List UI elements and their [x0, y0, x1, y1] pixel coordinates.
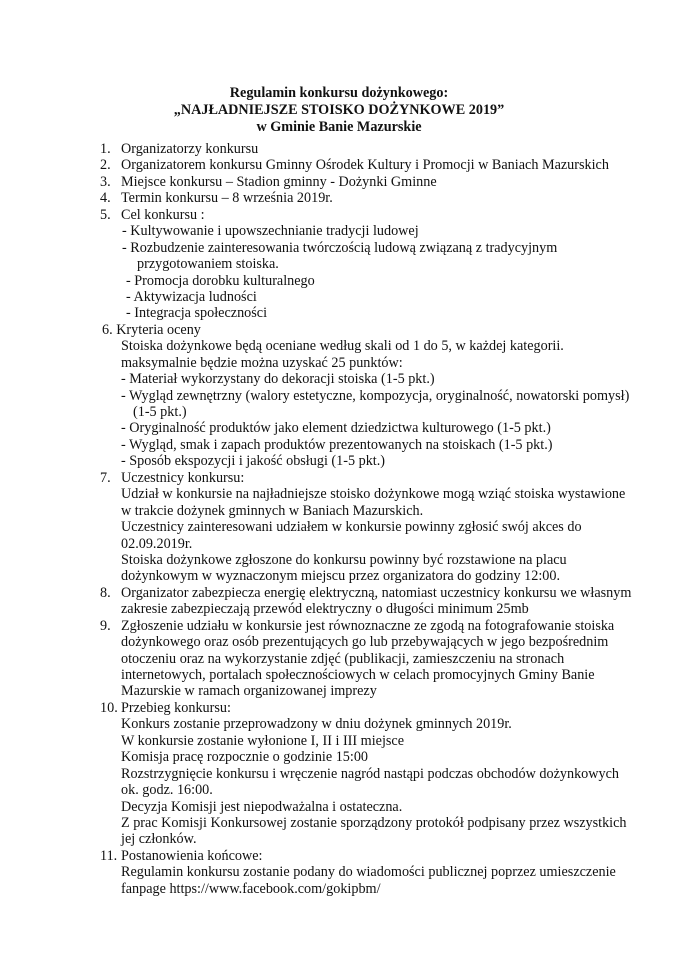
paragraph-line: [0, 799, 678, 815]
paragraph-line: [0, 503, 678, 519]
paragraph-line: [0, 568, 678, 584]
section-number: 2.: [100, 157, 111, 174]
criteria-item: [0, 420, 678, 436]
section-number: 11.: [100, 847, 118, 864]
line-text: W konkursie zostanie wyłonione I, II i III miejsce: [121, 732, 405, 749]
line-text: - Materiał wykorzystany do dekoracji stoiska (1-5 pkt.): [121, 371, 435, 388]
line-text: zakresie zabezpieczają przewód elektryczny o długości minimum 25mb: [121, 601, 529, 618]
line-text: Mazurskie w ramach organizowanej imprezy: [121, 683, 377, 700]
section-7: [0, 470, 678, 486]
section-text: Przebieg konkursu:: [121, 699, 231, 716]
section-3: [0, 174, 678, 190]
paragraph-line: [0, 766, 678, 782]
section-number: 7.: [100, 469, 111, 486]
document-title: [0, 85, 678, 136]
paragraph-line: [0, 864, 678, 880]
criteria-item: [0, 388, 678, 404]
bullet-continuation: przygotowaniem stoiska.: [137, 256, 279, 273]
section-number: 4.: [100, 190, 111, 207]
section-11: [0, 848, 678, 864]
paragraph-line: [0, 552, 678, 568]
paragraph-line: [0, 355, 678, 371]
list-item: [0, 289, 678, 305]
line-text: - Sposób ekspozycji i jakość obsługi (1-5 pkt.): [121, 453, 386, 470]
paragraph-line: [0, 601, 678, 617]
line-text: dożynkowym w wyznaczonym miejscu przez organizatora do godziny 12:00.: [121, 568, 561, 585]
section-text: Termin konkursu – 8 września 2019r.: [121, 190, 333, 207]
paragraph-line: [0, 486, 678, 502]
paragraph-line: [0, 716, 678, 732]
line-text: maksymalnie będzie można uzyskać 25 punktów:: [121, 354, 403, 371]
section-6: [0, 322, 678, 338]
line-text: ok. godz. 16:00.: [121, 782, 213, 799]
paragraph-line: [0, 733, 678, 749]
paragraph-line: [0, 881, 678, 897]
section-text: Zgłoszenie udziału w konkursie jest równoznaczne ze zgodą na fotografowanie stoiska: [121, 617, 615, 634]
list-item: [0, 223, 678, 239]
paragraph-line: [0, 519, 678, 535]
paragraph-line: [0, 749, 678, 765]
paragraph-line: [0, 667, 678, 683]
line-text: Stoiska dożynkowe będą oceniane według skali od 1 do 5, w każdej kategorii.: [121, 338, 564, 355]
fanpage-link-text: fanpage https://www.facebook.com/gokipbm/: [121, 880, 381, 897]
section-10: [0, 700, 678, 716]
title-line-3: w Gminie Banie Mazurskie: [256, 119, 422, 135]
line-text: - Oryginalność produktów jako element dziedzictwa kulturowego (1-5 pkt.): [121, 420, 551, 437]
criteria-item: [0, 453, 678, 469]
line-text: internetowych, portalach społecznościowych w celach promocyjnych Gminy Banie: [121, 667, 595, 683]
section-4: [0, 190, 678, 206]
line-text: Decyzja Komisji jest niepodważalna i ostateczna.: [121, 798, 403, 815]
section-text: Organizatorzy konkursu: [121, 141, 259, 157]
section-9: [0, 618, 678, 634]
section-heading: 6. Kryteria oceny: [102, 321, 201, 338]
paragraph-line: [0, 815, 678, 831]
section-number: 8.: [100, 584, 111, 601]
line-text: Stoiska dożynkowe zgłoszone do konkursu powinny być rozstawione na placu: [121, 551, 567, 568]
line-text: Regulamin konkursu zostanie podany do wiadomości publicznej poprzez umieszczenie: [121, 864, 616, 881]
line-text: Udział w konkursie na najładniejsze stoisko dożynkowe mogą wziąć stoiska wystawione: [121, 486, 626, 503]
line-text: otoczeniu oraz na wykorzystanie zdjęć (publikacji, zamieszczeniu na stronach: [121, 650, 565, 667]
line-text: - Wygląd, smak i zapach produktów prezentowanych na stoiskach (1-5 pkt.): [121, 436, 553, 453]
list-item: [0, 305, 678, 321]
document-body: [0, 141, 678, 897]
line-text: Z prac Komisji Konkursowej zostanie sporządzony protokół podpisany przez wszystkich: [121, 814, 627, 831]
criteria-item: [0, 371, 678, 387]
bullet-text: - Promocja dorobku kulturalnego: [126, 272, 315, 289]
list-item: [0, 273, 678, 289]
paragraph-line: [0, 651, 678, 667]
line-text: jej członków.: [121, 831, 197, 848]
line-text: Komisja pracę rozpocznie o godzinie 15:00: [121, 749, 369, 766]
section-1: [0, 141, 678, 157]
paragraph-line: [0, 782, 678, 798]
line-text: Rozstrzygnięcie konkursu i wręczenie nagród nastąpi podczas obchodów dożynkowych: [121, 765, 619, 782]
section-number: 10.: [100, 699, 118, 716]
section-text: Miejsce konkursu – Stadion gminny - Dożynki Gminne: [121, 173, 437, 190]
section-2: [0, 157, 678, 173]
criteria-item: [0, 404, 678, 420]
section-number: 1.: [100, 141, 111, 157]
bullet-text: - Rozbudzenie zainteresowania twórczością ludową związaną z tradycyjnym: [122, 239, 558, 256]
paragraph-line: [0, 683, 678, 699]
line-text: Uczestnicy zainteresowani udziałem w konkursie powinny zgłosić swój akces do: [121, 519, 582, 536]
section-5: [0, 207, 678, 223]
bullet-text: - Integracja społeczności: [126, 305, 268, 322]
section-8: [0, 585, 678, 601]
section-number: 5.: [100, 206, 111, 223]
section-text: Uczestnicy konkursu:: [121, 469, 245, 486]
line-text: w trakcie dożynek gminnych w Baniach Mazurskich.: [121, 502, 424, 519]
paragraph-line: [0, 536, 678, 552]
list-item: [0, 240, 678, 256]
line-text: - Wygląd zewnętrzny (walory estetyczne, kompozycja, oryginalność, nowatorski pomysł): [121, 387, 630, 404]
paragraph-line: [0, 338, 678, 354]
section-text: Cel konkursu :: [121, 206, 205, 223]
title-line-1: Regulamin konkursu dożynkowego:: [229, 85, 449, 101]
criteria-item: [0, 437, 678, 453]
paragraph-line: [0, 634, 678, 650]
paragraph-line: [0, 831, 678, 847]
title-line-2: „NAJŁADNIEJSZE STOISKO DOŻYNKOWE 2019”: [173, 102, 505, 118]
line-text: Konkurs zostanie przeprowadzony w dniu dożynek gminnych 2019r.: [121, 716, 512, 733]
list-item: [0, 256, 678, 272]
section-text: Organizatorem konkursu Gminny Ośrodek Kultury i Promocji w Baniach Mazurskich: [121, 157, 609, 174]
section-text: Organizator zabezpiecza energię elektryczną, natomiast uczestnicy konkursu we własnym: [121, 584, 632, 601]
bullet-text: - Kultywowanie i upowszechnianie tradycji ludowej: [122, 223, 419, 240]
section-text: Postanowienia końcowe:: [121, 847, 263, 864]
line-text: (1-5 pkt.): [133, 404, 187, 420]
section-number: 3.: [100, 173, 111, 190]
bullet-text: - Aktywizacja ludności: [126, 288, 257, 305]
line-text: dożynkowego oraz osób prezentujących go lub przebywających w jego bezpośrednim: [121, 634, 609, 651]
line-text: 02.09.2019r.: [121, 535, 193, 552]
section-number: 9.: [100, 617, 111, 634]
